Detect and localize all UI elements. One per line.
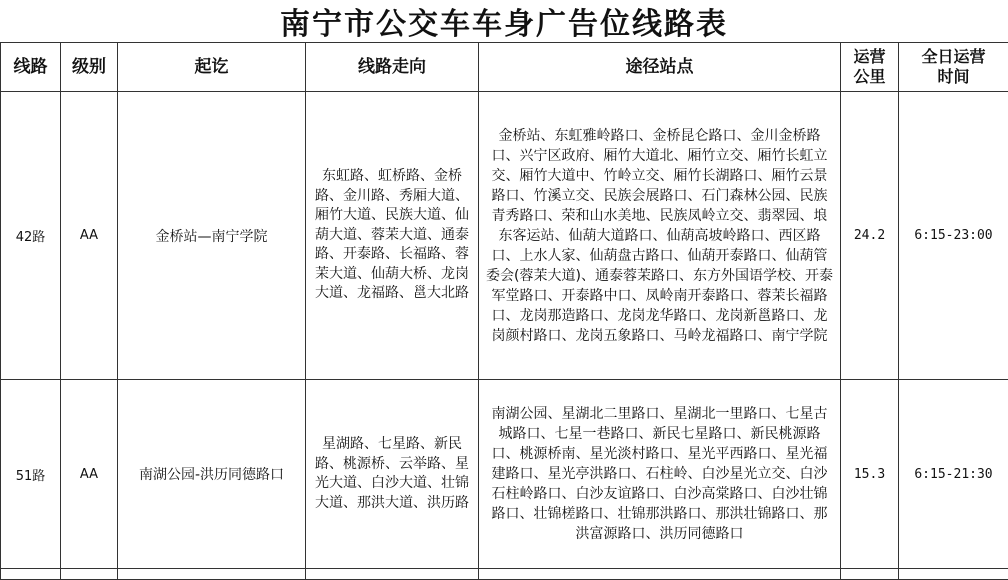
cell-empty	[306, 569, 479, 580]
col-header-km	[841, 43, 899, 92]
cell-empty	[118, 569, 306, 580]
cell-stops: 南湖公园、星湖北二里路口、星湖北一里路口、七星古城路口、七星一巷路口、新民七星路口、新民桃源路口、桃源桥南、星光淡村路口、星光平西路口、星光福建路口、星光亭洪路口、石柱岭、白沙星光立交、白沙石柱岭路口、白沙友谊路口、白沙高棠路口、白沙壮锦路口、壮锦槎路口、壮锦那洪路口、那洪壮锦路口、那洪富源路口、洪历同德路口	[479, 380, 841, 569]
cell-stops: 金桥站、东虹雅岭路口、金桥昆仑路口、金川金桥路口、兴宁区政府、厢竹大道北、厢竹立交、厢竹长虹立交、厢竹大道中、竹岭立交、厢竹长湖路口、厢竹云景路口、竹溪立交、民族会展路口、石门森林公园、民族青秀路口、荣和山水美地、民族凤岭立交、翡翠园、埌东客运站、仙葫大道路口、仙葫高坡岭路口、西区路口、上水人家、仙葫盘古路口、仙葫开泰路口、仙葫管委会(蓉茉大道)、通泰蓉茉路口、东方外国语学校、开泰军堂路口、开泰路中口、凤岭南开泰路口、蓉茉长福路口、龙岗那造路口、龙岗龙华路口、龙岗新邕路口、龙岗颜村路口、龙岗五象路口、马岭龙福路口、南宁学院	[479, 92, 841, 380]
cell-empty	[899, 569, 1008, 580]
col-header-km-text: 运营 公里	[853, 47, 885, 86]
table-row	[1, 380, 1008, 569]
cell-km: 24.2	[841, 92, 899, 380]
cell-empty	[479, 569, 841, 580]
col-header-hours	[899, 43, 1008, 92]
route-table	[0, 42, 1008, 580]
cell-origin-dest: 金桥站—南宁学院	[118, 92, 306, 380]
cell-direction: 东虹路、虹桥路、金桥路、金川路、秀厢大道、厢竹大道、民族大道、仙葫大道、蓉茉大道、通泰路、开泰路、长福路、蓉茉大道、仙葫大桥、龙岗大道、龙福路、邕大北路	[306, 92, 479, 380]
table-row-partial	[1, 569, 1008, 580]
header-row	[1, 43, 1008, 92]
cell-km: 15.3	[841, 380, 899, 569]
cell-line: 42路	[1, 92, 61, 380]
cell-direction: 星湖路、七星路、新民路、桃源桥、云举路、星光大道、白沙大道、壮锦大道、那洪大道、洪历路	[306, 380, 479, 569]
col-header-origin-dest: 起讫	[118, 43, 306, 92]
col-header-line: 线路	[1, 43, 61, 92]
cell-hours: 6:15-21:30	[899, 380, 1008, 569]
col-header-hours-text: 全日运营 时间	[921, 47, 985, 86]
cell-line: 51路	[1, 380, 61, 569]
cell-empty	[1, 569, 61, 580]
cell-empty	[841, 569, 899, 580]
cell-level: AA	[61, 380, 118, 569]
col-header-direction: 线路走向	[306, 43, 479, 92]
cell-level: AA	[61, 92, 118, 380]
col-header-level: 级别	[61, 43, 118, 92]
sheet-title: 南宁市公交车车身广告位线路表	[0, 0, 1008, 42]
cell-origin-dest: 南湖公园-洪历同德路口	[118, 380, 306, 569]
col-header-stops: 途径站点	[479, 43, 841, 92]
table-row	[1, 92, 1008, 380]
cell-hours: 6:15-23:00	[899, 92, 1008, 380]
cell-empty	[61, 569, 118, 580]
